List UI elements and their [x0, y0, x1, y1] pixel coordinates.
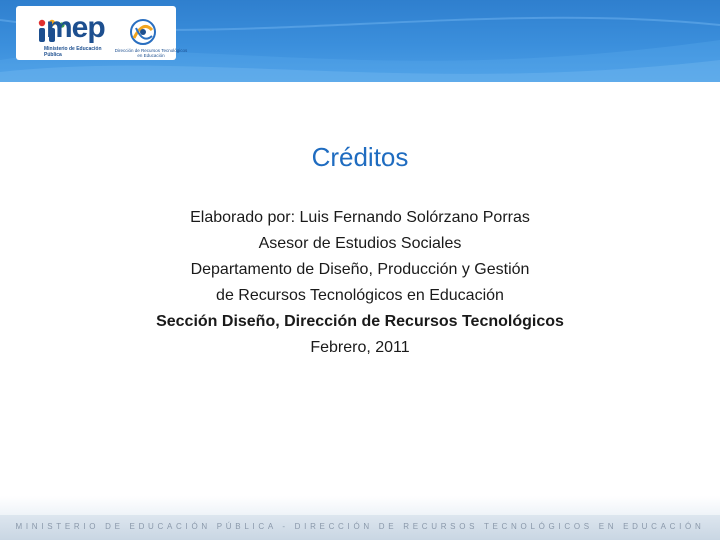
mep-logo-subtitle: Ministerio de Educación Pública [44, 46, 102, 58]
credit-line-date: Febrero, 2011 [310, 339, 410, 356]
credit-line-role: Asesor de Estudios Sociales [258, 235, 462, 252]
logo-area [16, 6, 188, 60]
credit-line-author: Elaborado por: Luis Fernando Solórzano Porras [190, 209, 530, 226]
credit-line-section: Sección Diseño, Dirección de Recursos Tecnológicos [156, 313, 564, 330]
credit-line-department: Departamento de Diseño, Producción y Gestión [190, 261, 530, 278]
slide-title: Créditos [311, 142, 409, 172]
credit-line-department-cont: de Recursos Tecnológicos en Educación [216, 287, 504, 304]
drte-logo-icon [128, 18, 158, 46]
drte-logo-caption: Dirección de Recursos Tecnológicos en Educación [114, 48, 188, 58]
credits-block [0, 205, 720, 361]
header-band [0, 0, 720, 82]
footer-text: MINISTERIO DE EDUCACIÓN PÚBLICA - DIRECCIÓN DE RECURSOS TECNOLÓGICOS EN EDUCACIÓN [15, 522, 705, 531]
mep-logo-text: mep [46, 11, 105, 44]
footer-shadow [0, 496, 720, 516]
